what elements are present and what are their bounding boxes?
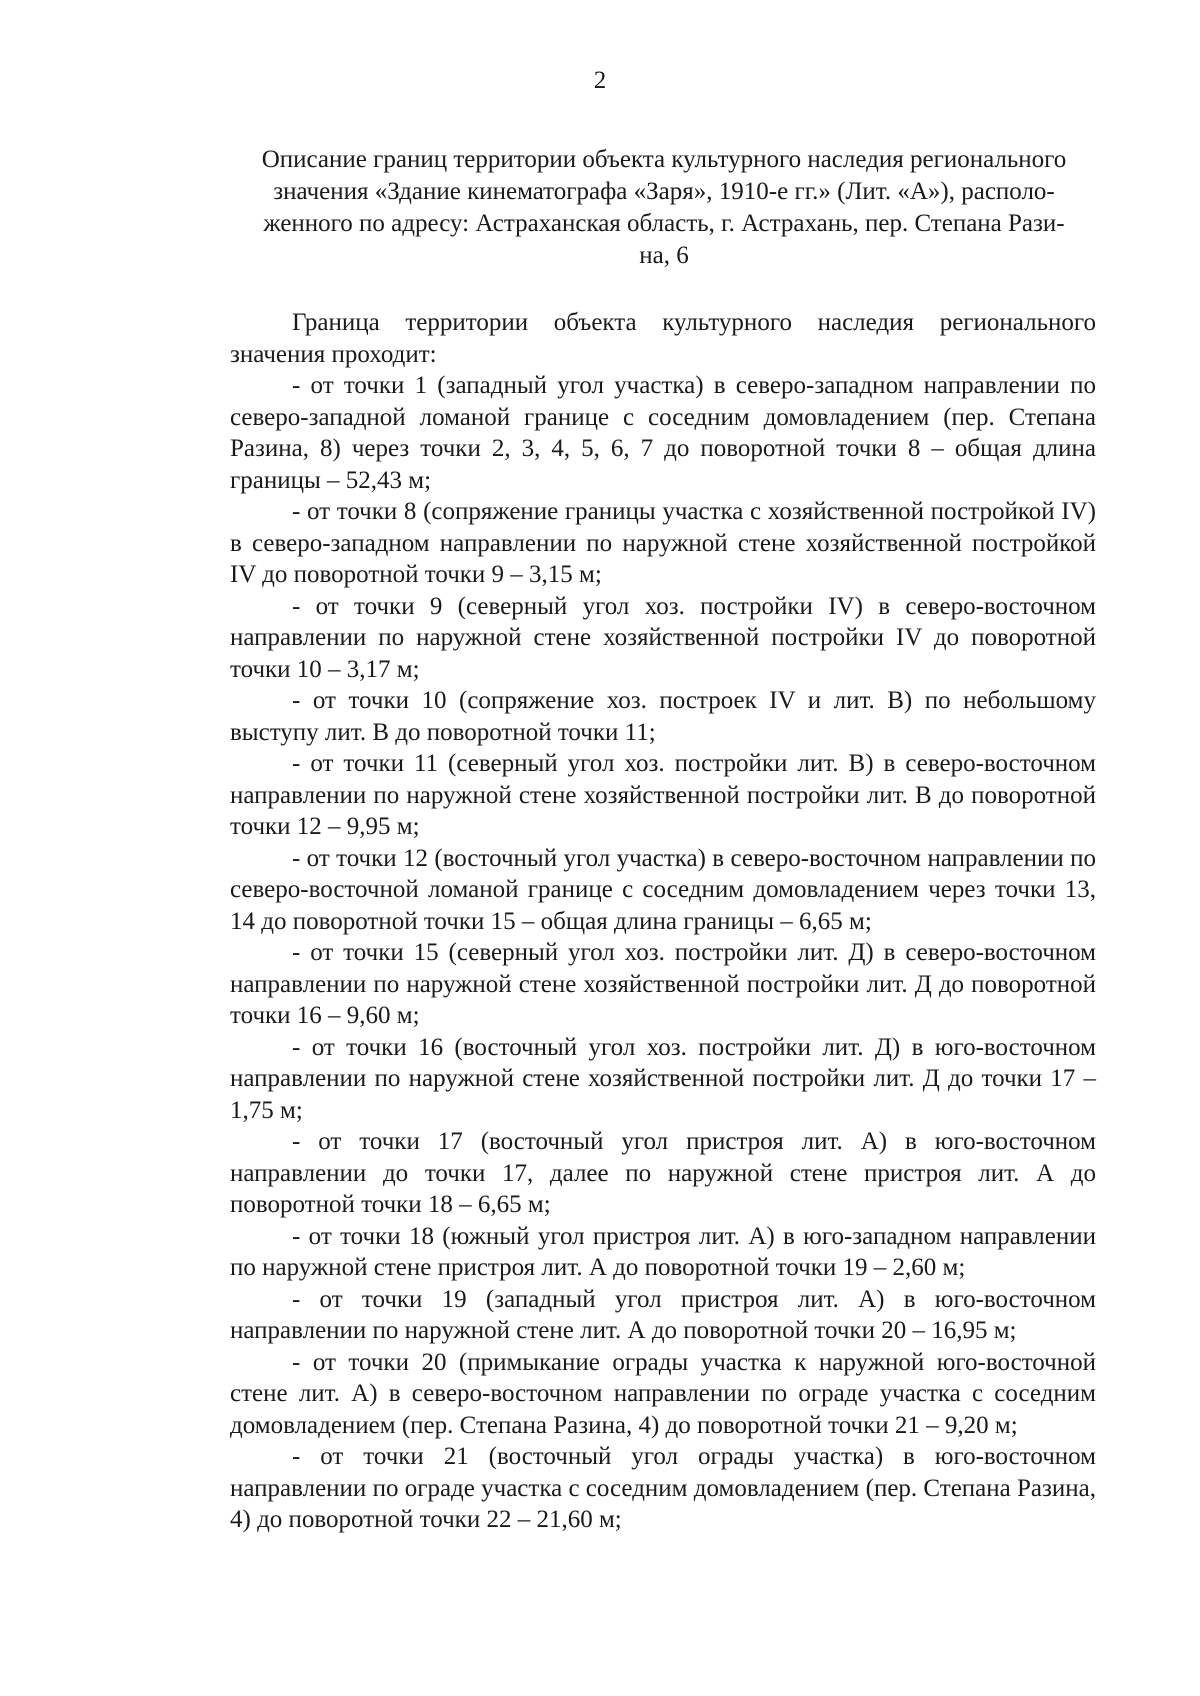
title-line: значения «Здание кинематографа «Заря», 1910-е гг.» (Лит. «А»), располо- — [273, 178, 1055, 205]
boundary-item: - от точки 21 (восточный угол ограды участка) в юго-восточном направлении по ограде участка с соседним домовладением (пер. Степана Разина, 4) до поворотной точки 22 – 21,60 м; — [230, 1443, 1096, 1533]
title-line: женного по адресу: Астраханская область, г. Астрахань, пер. Степана Рази- — [263, 210, 1065, 237]
boundary-item: - от точки 20 (примыкание ограды участка к наружной юго-восточной стене лит. А) в северо-восточном направлении по ограде участка с соседним домовладением (пер. Степана Разина, 4) до поворотной точки 21 – 9,20 м; — [230, 1348, 1096, 1439]
title-line: Описание границ территории объекта культурного наследия регионального — [261, 146, 1067, 173]
boundary-item: - от точки 9 (северный угол хоз. постройки IV) в северо-восточном направлении по наружной стене хозяйственной постройки IV до поворотной точки 10 – 3,17 м; — [230, 592, 1096, 683]
boundary-item: - от точки 16 (восточный угол хоз. постройки лит. Д) в юго-восточном направлении по наружной стене хозяйственной постройки лит. Д до точки 17 – 1,75 м; — [230, 1033, 1096, 1124]
boundary-item: - от точки 18 (южный угол пристроя лит. А) в юго-западном направлении по наружной стене пристроя лит. А до поворотной точки 19 – 2,60 м; — [230, 1222, 1096, 1281]
boundary-item: - от точки 12 (восточный угол участка) в северо-восточном направлении по северо-восточной ломаной границе с соседним домовладением через точки 13, 14 до поворотной точки 15 – общая длина границы – 6,65 м; — [230, 844, 1096, 935]
boundary-item: - от точки 1 (западный угол участка) в северо-западном направлении по северо-западной ломаной границе с соседним домовладением (пер. Степана Разина, 8) через точки 2, 3, 4, 5, 6, 7 до поворотной точки 8 – общая длина границы – 52,43 м; — [230, 372, 1096, 494]
boundary-item: - от точки 11 (северный угол хоз. постройки лит. В) в северо-восточном направлении по наружной стене хозяйственной постройки лит. В до поворотной точки 12 – 9,95 м; — [230, 750, 1096, 840]
boundary-item: - от точки 17 (восточный угол пристроя лит. А) в юго-восточном направлении до точки 17, далее по наружной стене пристроя лит. А до поворотной точки 18 – 6,65 м; — [230, 1128, 1096, 1218]
document-title — [235, 144, 1093, 272]
boundary-item: - от точки 15 (северный угол хоз. постройки лит. Д) в северо-восточном направлении по наружной стене хозяйственной постройки лит. Д до поворотной точки 16 – 9,60 м; — [230, 939, 1096, 1029]
intro-paragraph: Граница территории объекта культурного наследия регионального значения проходит: — [230, 309, 1096, 368]
boundary-item: - от точки 19 (западный угол пристроя лит. А) в юго-восточном направлении по наружной стене лит. А до поворотной точки 20 – 16,95 м; — [230, 1285, 1096, 1344]
boundary-item: - от точки 8 (сопряжение границы участка с хозяйственной постройкой IV) в северо-западном направлении по наружной стене хозяйственной постройкой IV до поворотной точки 9 – 3,15 м; — [230, 498, 1096, 588]
title-line: на, 6 — [639, 242, 689, 269]
boundary-item: - от точки 10 (сопряжение хоз. построек IV и лит. В) по небольшому выступу лит. В до поворотной точки 11; — [230, 687, 1096, 746]
page-number: 2 — [593, 67, 607, 94]
boundary-description — [230, 307, 1096, 1536]
